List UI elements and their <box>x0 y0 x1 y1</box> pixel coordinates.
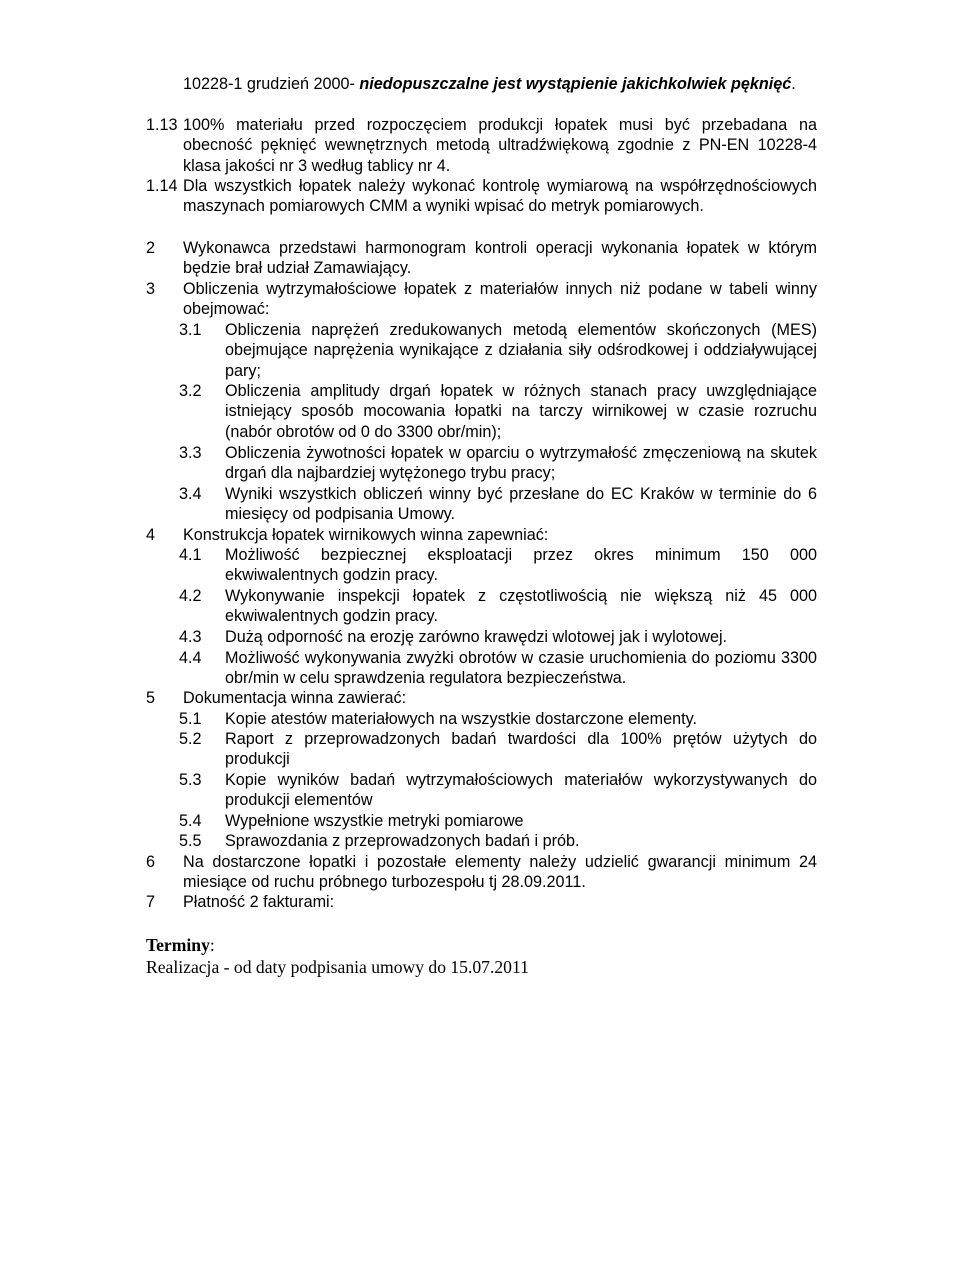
item-1-14-text: Dla wszystkich łopatek należy wykonać kontrolę wymiarową na współrzędnościowych maszynach pomiarowych CMM a wyniki wpisać do metryk pomiarowych. <box>183 177 817 216</box>
item-number: 5.5 <box>179 832 202 850</box>
item-4-1-text: Możliwość bezpiecznej eksploatacji przez okres minimum 150 000 ekwiwalentnych godzin pracy. <box>225 546 817 585</box>
item-number: 3.4 <box>179 485 202 503</box>
item-number: 1.14 <box>146 177 178 195</box>
item-4-2-text: Wykonywanie inspekcji łopatek z częstotliwością nie większą niż 45 000 ekwiwalentnych godzin pracy. <box>225 587 817 626</box>
item-number: 3.1 <box>179 321 202 339</box>
item-3-text: Obliczenia wytrzymałościowe łopatek z materiałów innych niż podane w tabeli winny obejmować: <box>183 280 817 319</box>
item-number: 7 <box>146 893 156 911</box>
item-number: 1.13 <box>146 116 178 134</box>
item-4-3-text: Dużą odporność na erozję zarówno krawędzi wlotowej jak i wylotowej. <box>225 628 728 646</box>
item-3-2-text: Obliczenia amplitudy drgań łopatek w różnych stanach pracy uwzględniające istniejący sposób mocowania łopatki na tarczy wirnikowej w czasie rozruchu (nabór obrotów od 0 do 3300 obr/min); <box>225 382 817 441</box>
item-7-text: Płatność 2 fakturami: <box>183 893 335 911</box>
item-number: 3.3 <box>179 444 202 462</box>
item-5-4-text: Wypełnione wszystkie metryki pomiarowe <box>225 812 524 830</box>
item-5-5-text: Sprawozdania z przeprowadzonych badań i prób. <box>225 832 580 850</box>
terms-text: Realizacja - od daty podpisania umowy do 15.07.2011 <box>146 957 529 977</box>
item-number: 3 <box>146 280 156 298</box>
terms-heading <box>146 935 817 956</box>
item-4-text: Konstrukcja łopatek wirnikowych winna zapewniać: <box>183 526 549 544</box>
intro-plain-text: 10228-1 grudzień 2000- <box>183 75 360 93</box>
item-5-3-text: Kopie wyników badań wytrzymałościowych materiałów wykorzystywanych do produkcji elementów <box>225 771 817 810</box>
item-5-1-text: Kopie atestów materiałowych na wszystkie dostarczone elementy. <box>225 710 698 728</box>
item-1-13-text: 100% materiału przed rozpoczęciem produkcji łopatek musi być przebadana na obecność pęknięć wewnętrznych metodą ultradźwiękową zgodnie z PN-EN 10228-4 klasa jakości nr 3 według tablicy nr 4. <box>183 116 817 175</box>
item-5-2-text: Raport z przeprowadzonych badań twardości dla 100% prętów użytych do produkcji <box>225 730 817 769</box>
item-number: 5.4 <box>179 812 202 830</box>
item-number: 2 <box>146 239 156 257</box>
item-number: 4.1 <box>179 546 202 564</box>
item-number: 5.1 <box>179 710 202 728</box>
item-3-4-text: Wyniki wszystkich obliczeń winny być przesłane do EC Kraków w terminie do 6 miesięcy od podpisania Umowy. <box>225 485 817 524</box>
item-number: 5.3 <box>179 771 202 789</box>
item-5-text: Dokumentacja winna zawierać: <box>183 689 407 707</box>
item-2-text: Wykonawca przedstawi harmonogram kontroli operacji wykonania łopatek w którym będzie brał udział Zamawiający. <box>183 239 817 278</box>
item-number: 4 <box>146 526 156 544</box>
item-4-4-text: Możliwość wykonywania zwyżki obrotów w czasie uruchomienia do poziomu 3300 obr/min w celu sprawdzenia regulatora bezpieczeństwa. <box>225 649 817 688</box>
item-number: 4.4 <box>179 649 202 667</box>
item-3-1-text: Obliczenia naprężeń zredukowanych metodą elementów skończonych (MES) obejmujące naprężenia wynikające z działania siły odśrodkowej i oddziaływującej pary; <box>225 321 817 380</box>
intro-emphasis-text: niedopuszczalne jest wystąpienie jakichkolwiek pęknięć <box>359 75 792 93</box>
terms-label: Terminy <box>146 935 210 955</box>
item-number: 4.3 <box>179 628 202 646</box>
item-number: 5 <box>146 689 156 707</box>
item-number: 3.2 <box>179 382 202 400</box>
terms-colon: : <box>209 935 215 955</box>
item-number: 5.2 <box>179 730 202 748</box>
item-number: 4.2 <box>179 587 202 605</box>
item-6-text: Na dostarczone łopatki i pozostałe elementy należy udzielić gwarancji minimum 24 miesiące od ruchu próbnego turbozespołu tj 28.09.2011. <box>183 853 817 892</box>
item-3-3-text: Obliczenia żywotności łopatek w oparciu o wytrzymałość zmęczeniową na skutek drgań dla najbardziej wytężonego trybu pracy; <box>225 444 817 483</box>
item-number: 6 <box>146 853 156 871</box>
intro-paragraph <box>183 74 817 94</box>
intro-end-text: . <box>791 75 796 93</box>
